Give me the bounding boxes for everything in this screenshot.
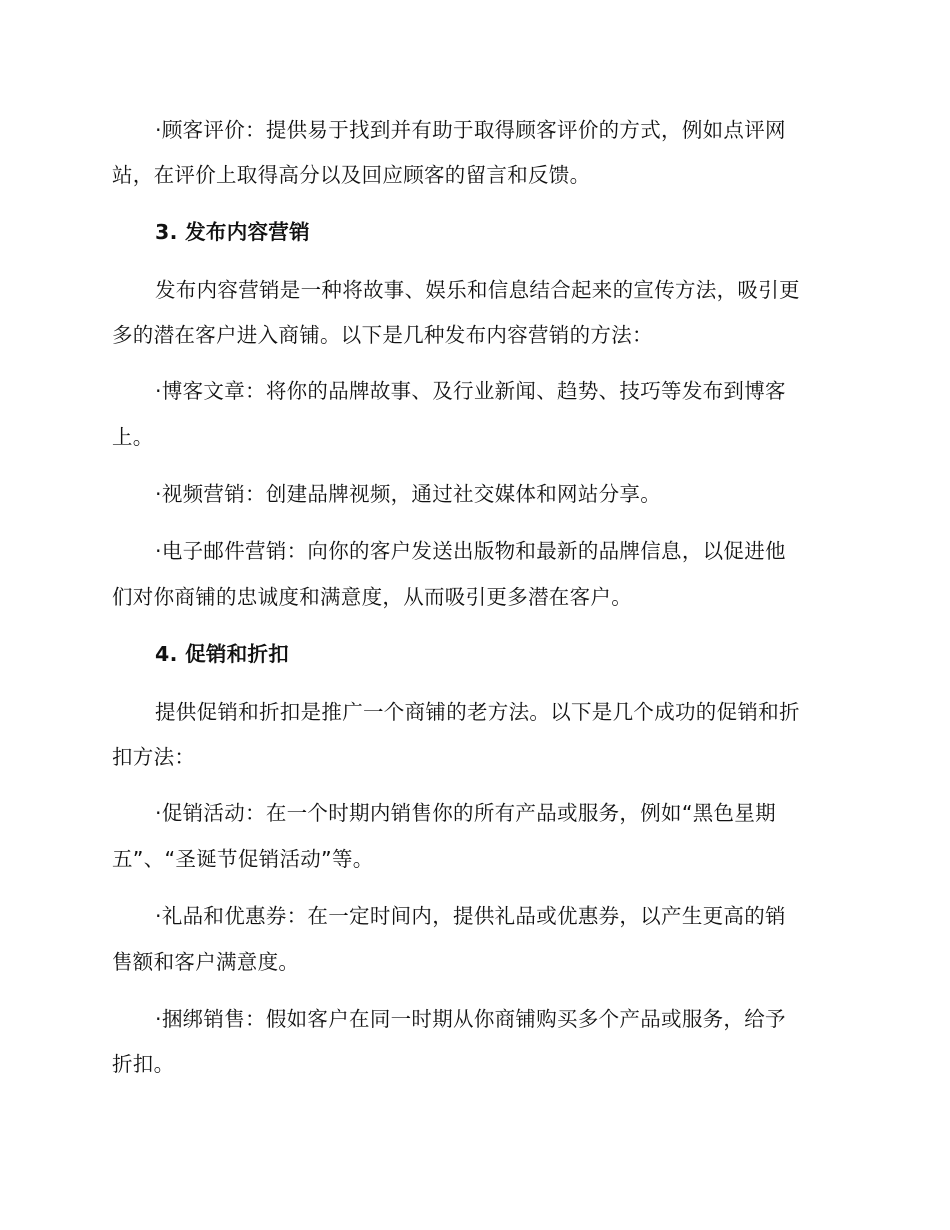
paragraph-promotions-line-2: 扣方法： <box>112 745 196 769</box>
bullet-blog-posts-line-2: 上。 <box>112 425 154 449</box>
bullet-customer-reviews-line-1: ·顾客评价：提供易于找到并有助于取得顾客评价的方式，例如点评网 <box>155 118 786 142</box>
bullet-video-marketing: ·视频营销：创建品牌视频，通过社交媒体和网站分享。 <box>155 482 662 506</box>
bullet-customer-reviews-line-2: 站，在评价上取得高分以及回应顾客的留言和反馈。 <box>112 163 591 187</box>
section-heading-promotions-discounts: 4. 促销和折扣 <box>155 642 290 666</box>
paragraph-promotions-line-1: 提供促销和折扣是推广一个商铺的老方法。以下是几个成功的促销和折 <box>155 700 800 724</box>
bullet-email-marketing-line-2: 们对你商铺的忠诚度和满意度，从而吸引更多潜在客户。 <box>112 585 632 609</box>
bullet-gifts-coupons-line-2: 售额和客户满意度。 <box>112 950 300 974</box>
bullet-gifts-coupons-line-1: ·礼品和优惠券：在一定时间内，提供礼品或优惠券，以产生更高的销 <box>155 904 786 928</box>
bullet-email-marketing-line-1: ·电子邮件营销：向你的客户发送出版物和最新的品牌信息，以促进他 <box>155 539 786 563</box>
bullet-sales-events-line-2: 五”、“圣诞节促销活动”等。 <box>112 847 374 871</box>
section-heading-content-marketing: 3. 发布内容营销 <box>155 220 310 244</box>
bullet-blog-posts-line-1: ·博客文章：将你的品牌故事、及行业新闻、趋势、技巧等发布到博客 <box>155 379 786 403</box>
paragraph-content-marketing-line-1: 发布内容营销是一种将故事、娱乐和信息结合起来的宣传方法，吸引更 <box>155 278 800 302</box>
bullet-bundle-sales-line-2: 折扣。 <box>112 1052 175 1076</box>
bullet-sales-events-line-1: ·促销活动：在一个时期内销售你的所有产品或服务，例如“黑色星期 <box>155 801 776 825</box>
paragraph-content-marketing-line-2: 多的潜在客户进入商铺。以下是几种发布内容营销的方法： <box>112 323 653 347</box>
bullet-bundle-sales-line-1: ·捆绑销售：假如客户在同一时期从你商铺购买多个产品或服务，给予 <box>155 1007 786 1031</box>
